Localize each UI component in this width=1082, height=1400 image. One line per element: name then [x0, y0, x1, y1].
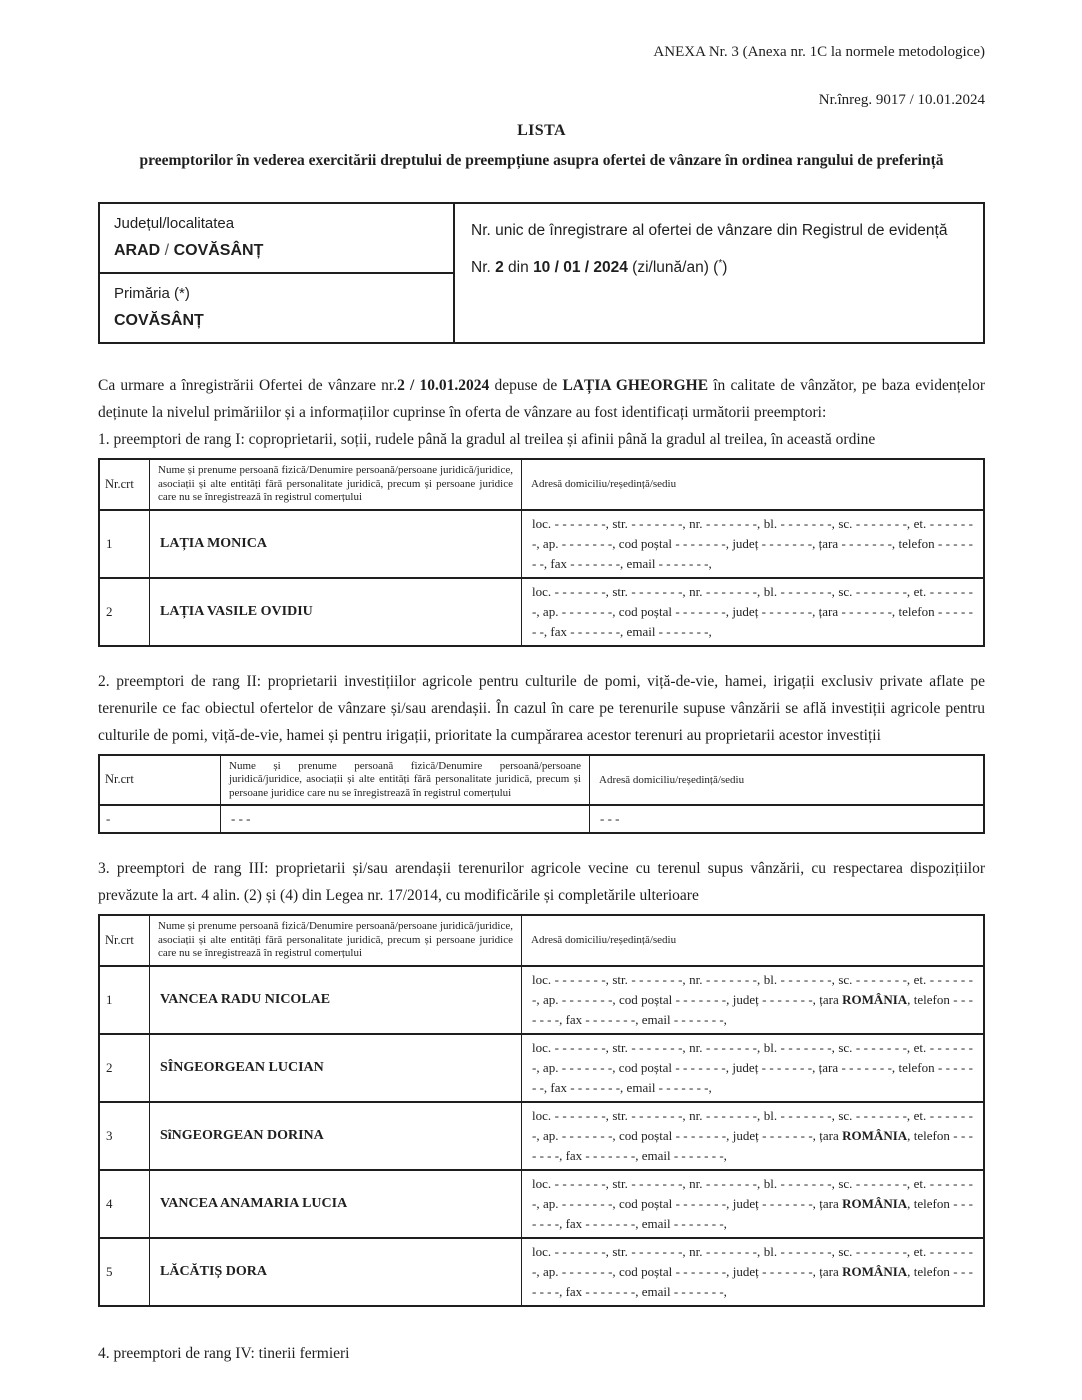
address-text-tail: , telefon - - - - - - -, fax - - - - - - -, email - - - - - - -, [532, 1195, 973, 1231]
cityhall-value: COVĂSÂNȚ [114, 312, 204, 329]
address-text: loc. - - - - - - -, str. - - - - - - -, nr. - - - - - - -, bl. - - - - - - -, sc. - - - - - - -, et. - - - - - - -, ap. - - - - - - -, cod poștal - - - - - - -, județ - - - - - - -, țara - - - - - - -, telefon - - - - - - -, fax - - - - - - -, email - - - - - - -, [532, 515, 973, 571]
footnote-star: * [718, 258, 723, 269]
cityhall-cell [100, 274, 453, 342]
address-text: loc. - - - - - - -, str. - - - - - - -, nr. - - - - - - -, bl. - - - - - - -, sc. - - - - - - -, et. - - - - - - -, ap. - - - - - - -, cod poștal - - - - - - -, județ - - - - - - -, țara [532, 1175, 973, 1211]
address-cell [522, 510, 985, 578]
county-name: ARAD [114, 242, 161, 259]
address-text-tail: , telefon - - - - - - -, fax - - - - - - -, email - - - - - - -, [532, 1263, 973, 1299]
offer-reference: 2 / 10.01.2024 [397, 377, 490, 394]
registration-number: Nr.înreg. 9017 / 10.01.2024 [818, 92, 985, 108]
preemptors-table-rang1 [98, 458, 985, 647]
row-number-cell: 3 [99, 1102, 150, 1170]
county-locality-value [114, 242, 439, 260]
table-row [99, 1034, 984, 1102]
col-header-address: Adresă domiciliu/reședință/sediu [522, 459, 985, 510]
annex-reference: ANEXA Nr. 3 (Anexa nr. 1C la normele metodologice) [653, 44, 985, 60]
table-row [99, 1170, 984, 1238]
col-header-nr: Nr.crt [99, 459, 150, 510]
section-heading-rang2: 2. preemptori de rang II: proprietarii investițiilor agricole pentru culturile de pomi, viță-de-vie, hamei, irigații exclusiv private aflate pe terenurile ce fac obiectul ofertelor de vânzare și/sau arendașii. În cazul în care pe terenurile supuse vânzării se află investiții agricole pentru culturile de pomi, viță-de-vie, hamei și pentru irigații, prioritate la cumpărarea acestor terenuri au proprietarii acestor investiții [98, 672, 985, 744]
address-cell [522, 1238, 985, 1306]
intro-paragraph [98, 372, 985, 426]
locality-name: COVĂSÂNȚ [173, 242, 264, 259]
name-cell: LAȚIA MONICA [150, 510, 522, 578]
preemptors-table-rang2 [98, 754, 985, 835]
table-row [99, 1238, 984, 1306]
offer-registration-number-line [471, 249, 967, 283]
intro-text-1: Ca urmare a înregistrării Ofertei de vânzare nr. [98, 377, 398, 394]
country-name: ROMÂNIA [842, 991, 908, 1007]
address-text: loc. - - - - - - -, str. - - - - - - -, nr. - - - - - - -, bl. - - - - - - -, sc. - - - - - - -, et. - - - - - - -, ap. - - - - - - -, cod poștal - - - - - - -, județ - - - - - - -, țara [532, 971, 973, 1007]
intro-text-2: depuse de [489, 377, 563, 394]
table-row [99, 1102, 984, 1170]
offer-date: 10 / 01 / 2024 [533, 259, 628, 277]
col-header-nr: Nr.crt [99, 755, 221, 806]
header-info-table [98, 202, 985, 344]
county-separator: / [160, 242, 174, 259]
address-text: loc. - - - - - - -, str. - - - - - - -, nr. - - - - - - -, bl. - - - - - - -, sc. - - - - - - -, et. - - - - - - -, ap. - - - - - - -, cod poștal - - - - - - -, județ - - - - - - -, țara - - - - - - -, telefon - - - - - - -, fax - - - - - - -, email - - - - - - -, [532, 583, 973, 639]
address-text: loc. - - - - - - -, str. - - - - - - -, nr. - - - - - - -, bl. - - - - - - -, sc. - - - - - - -, et. - - - - - - -, ap. - - - - - - -, cod poștal - - - - - - -, județ - - - - - - -, țara [532, 1107, 973, 1143]
address-cell [522, 1034, 985, 1102]
name-cell: LAȚIA VASILE OVIDIU [150, 578, 522, 646]
row-number-cell: - [99, 805, 221, 833]
table-header-row [99, 459, 984, 510]
col-header-name: Nume și prenume persoană fizică/Denumire persoană/persoane juridică/juridice, asociații și alte entități fără personalitate juridică, precum și persoane juridice care nu se înregistrează în registrul comerțului [221, 755, 590, 806]
page-title: LISTA [517, 122, 566, 139]
offer-nr-prefix: Nr. [471, 259, 496, 277]
offer-number: 2 [495, 259, 504, 277]
table-row [99, 805, 984, 833]
table-header-row [99, 755, 984, 806]
row-number-cell: 2 [99, 1034, 150, 1102]
preemptors-table-rang3 [98, 914, 985, 1307]
row-number-cell: 2 [99, 578, 150, 646]
row-number-cell: 4 [99, 1170, 150, 1238]
col-header-nr: Nr.crt [99, 915, 150, 966]
address-text-tail: , telefon - - - - - - -, fax - - - - - - -, email - - - - - - -, [532, 1127, 973, 1163]
name-cell: VANCEA ANAMARIA LUCIA [150, 1170, 522, 1238]
table-header-row [99, 915, 984, 966]
offer-date-note: (zi/lună/an) ( [627, 259, 719, 277]
address-cell [522, 966, 985, 1034]
section-heading-rang1: 1. preemptori de rang I: coproprietarii, soții, rudele până la gradul al treilea și afinii până la gradul al treilea, în această ordine [98, 431, 876, 448]
address-cell: - - - [590, 805, 985, 833]
seller-name: LAȚIA GHEORGHE [562, 377, 709, 394]
address-text: loc. - - - - - - -, str. - - - - - - -, nr. - - - - - - -, bl. - - - - - - -, sc. - - - - - - -, et. - - - - - - -, ap. - - - - - - -, cod poștal - - - - - - -, județ - - - - - - -, țara [532, 1243, 973, 1279]
offer-registration-text: Nr. unic de înregistrare al ofertei de vânzare din Registrul de evidență [471, 222, 948, 239]
header-info-left-column [100, 204, 455, 342]
name-cell: SÎNGEORGEAN LUCIAN [150, 1034, 522, 1102]
address-cell [522, 1102, 985, 1170]
section-heading-rang4: 4. preemptori de rang IV: tinerii fermieri [98, 1344, 350, 1362]
intro-text-3: în calitate de vânzător, pe baza evidențelor deținute la nivelul primăriilor și a informațiilor cuprinse în oferta de vânzare au fost identificați următorii preemptori: [98, 377, 986, 421]
offer-din: din [503, 259, 534, 277]
section-heading-rang3: 3. preemptori de rang III: proprietarii și/sau arendașii terenurilor agricole vecine cu terenul supus vânzării, cu respectarea dispozițiilor prevăzute la art. 4 alin. (2) și (4) din Legea nr. 17/2014, cu modificările și completările ulterioare [98, 860, 985, 904]
table-row [99, 966, 984, 1034]
name-cell: - - - [221, 805, 590, 833]
row-number-cell: 5 [99, 1238, 150, 1306]
row-number-cell: 1 [99, 510, 150, 578]
table-row [99, 510, 984, 578]
document-subtitle: preemptorilor în vederea exercitării dreptului de preempțiune asupra ofertei de vânzare în ordinea rangului de preferință [139, 152, 944, 169]
name-cell: LĂCĂTIȘ DORA [150, 1238, 522, 1306]
address-cell [522, 578, 985, 646]
country-name: ROMÂNIA [842, 1127, 908, 1143]
offer-note-close: ) [722, 259, 728, 277]
country-name: ROMÂNIA [842, 1263, 908, 1279]
name-cell: VANCEA RADU NICOLAE [150, 966, 522, 1034]
name-cell: SîNGEORGEAN DORINA [150, 1102, 522, 1170]
county-locality-label: Județul/localitatea [114, 215, 235, 232]
address-text-tail: , telefon - - - - - - -, fax - - - - - - -, email - - - - - - -, [532, 991, 973, 1027]
col-header-address: Adresă domiciliu/reședință/sediu [590, 755, 985, 806]
col-header-name: Nume și prenume persoană fizică/Denumire persoană/persoane juridică/juridice, asociații și alte entități fără personalitate juridică, precum și persoane juridice care nu se înregistrează în registrul comerțului [150, 459, 522, 510]
county-locality-cell [100, 204, 453, 274]
address-cell [522, 1170, 985, 1238]
cityhall-label: Primăria (*) [114, 285, 190, 302]
col-header-name: Nume și prenume persoană fizică/Denumire persoană/persoane juridică/juridice, asociații și alte entități fără personalitate juridică, precum și persoane juridice care nu se înregistrează în registrul comerțului [150, 915, 522, 966]
offer-registration-cell [455, 204, 983, 342]
row-number-cell: 1 [99, 966, 150, 1034]
country-name: ROMÂNIA [842, 1195, 908, 1211]
table-row [99, 578, 984, 646]
col-header-address: Adresă domiciliu/reședință/sediu [522, 915, 985, 966]
address-text: loc. - - - - - - -, str. - - - - - - -, nr. - - - - - - -, bl. - - - - - - -, sc. - - - - - - -, et. - - - - - - -, ap. - - - - - - -, cod poștal - - - - - - -, județ - - - - - - -, țara - - - - - - -, telefon - - - - - - -, fax - - - - - - -, email - - - - - - -, [532, 1039, 973, 1095]
